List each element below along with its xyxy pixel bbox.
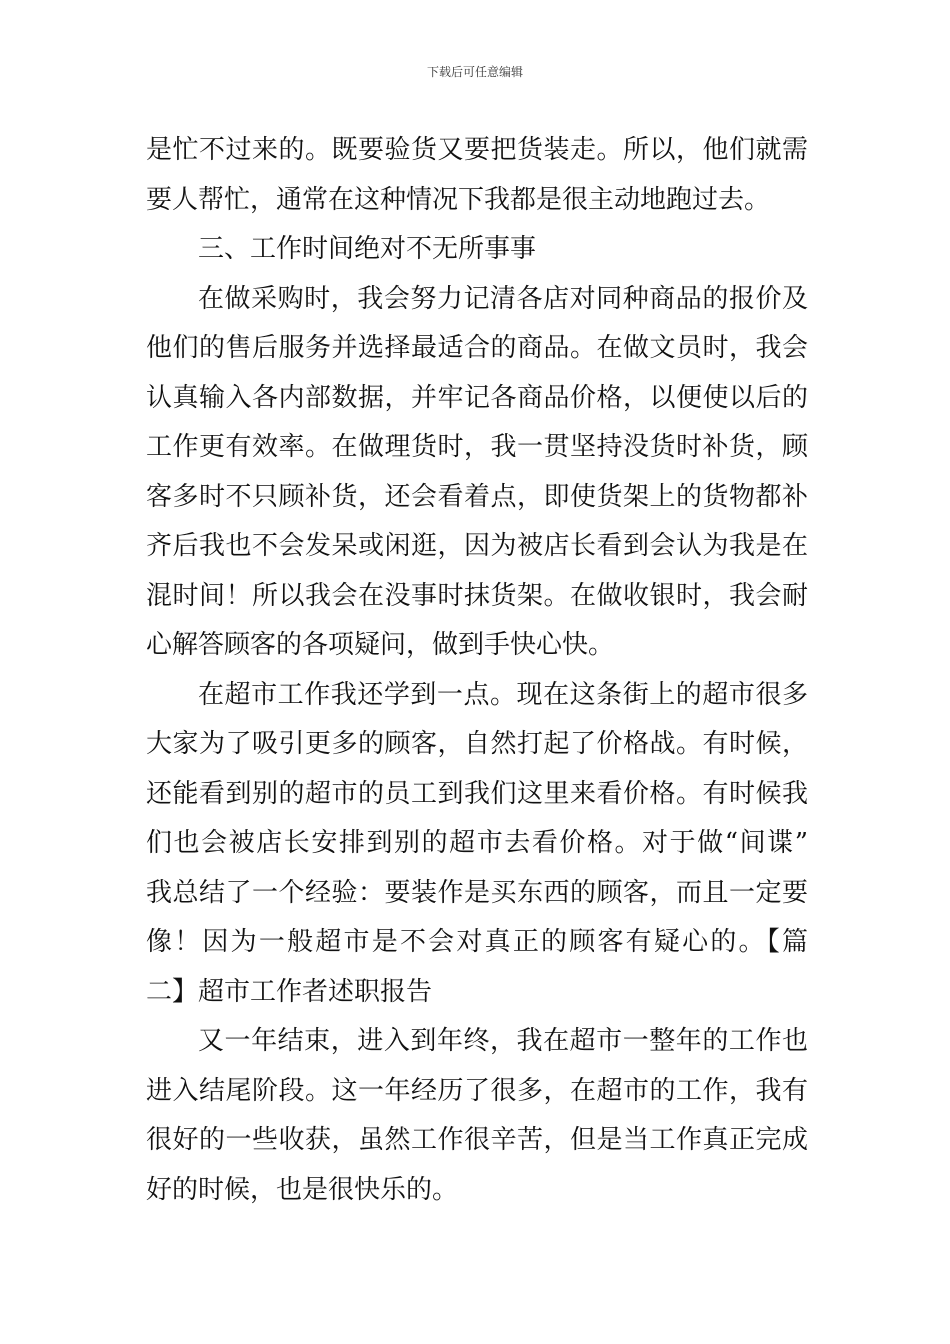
text-line: 他们的售后服务并选择最适合的商品。在做文员时，我会 [146,333,808,363]
text-line: 还能看到别的超市的员工到我们这里来看价格。有时候我 [146,778,808,809]
section-heading: 三、工作时间绝对不无所事事 [198,234,537,264]
text-line: 客多时不只顾补货，还会看着点，即使货架上的货物都补 [146,481,808,512]
page-header: 下载后可任意编辑 [426,65,523,79]
text-line: 又一年结束，进入到年终，我在超市一整年的工作也 [198,1026,808,1056]
text-line: 像！因为一般超市是不会对真正的顾客有疑心的。【篇 [146,927,808,957]
text-line: 二】超市工作者述职报告 [146,976,433,1007]
text-line: 在超市工作我还学到一点。现在这条街上的超市很多 [198,679,808,710]
text-line: 在做采购时，我会努力记清各店对同种商品的报价及 [198,283,808,314]
text-line: 很好的一些收获，虽然工作很辛苦，但是当工作真正完成 [146,1125,808,1155]
text-line: 齐后我也不会发呆或闲逛，因为被店长看到会认为我是在 [146,531,808,561]
text-line: 好的时候，也是很快乐的。 [146,1174,459,1205]
text-line: 认真输入各内部数据，并牢记各商品价格，以便使以后的 [146,382,808,413]
text-line: 大家为了吸引更多的顾客，自然打起了价格战。有时候， [146,729,808,759]
document-body [146,126,808,1215]
text-line: 是忙不过来的。既要验货又要把货装走。所以，他们就需 [146,135,808,165]
text-line: 混时间！所以我会在没事时抹货架。在做收银时，我会耐 [146,580,808,611]
text-line: 要人帮忙，通常在这种情况下我都是很主动地跑过去。 [146,184,771,215]
text-line: 们也会被店长安排到别的超市去看价格。对于做“间谍” [146,828,808,858]
text-line: 工作更有效率。在做理货时，我一贯坚持没货时补货，顾 [146,432,808,462]
text-line: 心解答顾客的各项疑问，做到手快心快。 [146,630,615,660]
text-line: 我总结了一个经验：要装作是买东西的顾客，而且一定要 [146,877,808,908]
text-line: 进入结尾阶段。这一年经历了很多，在超市的工作，我有 [146,1075,808,1106]
